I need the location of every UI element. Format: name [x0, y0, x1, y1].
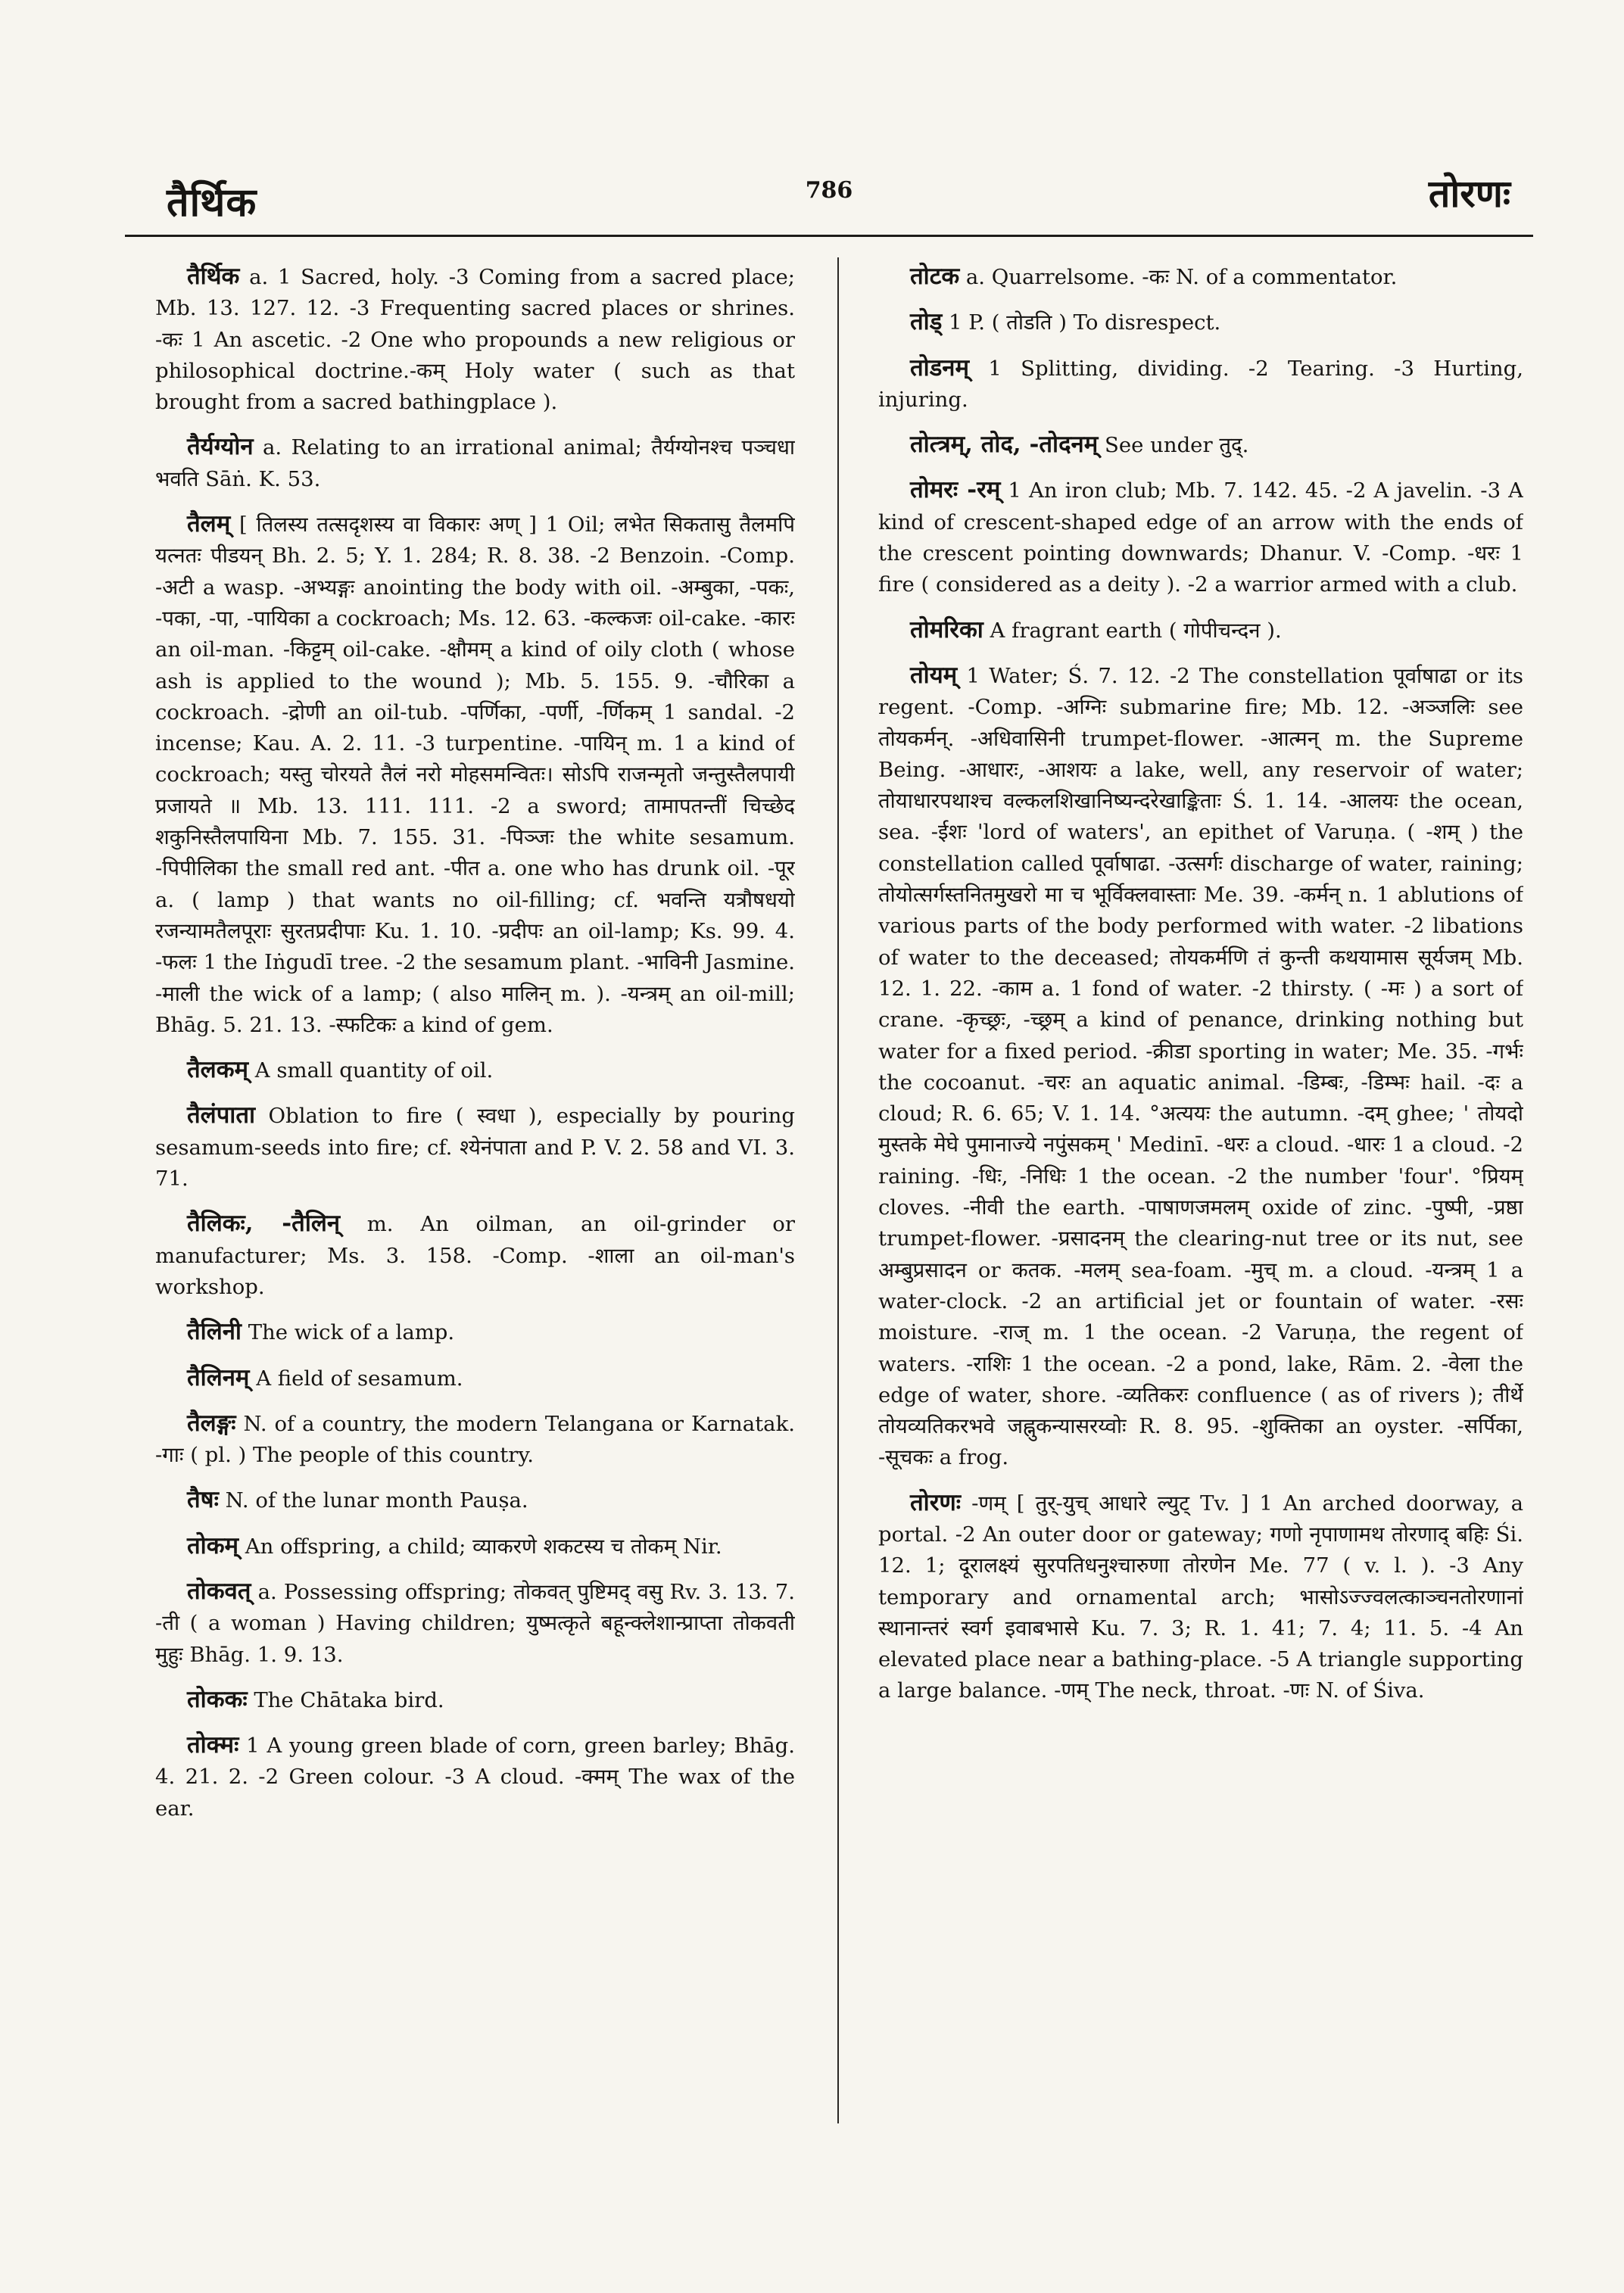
entry-definition: m. An oilman, an oil-grinder or manufacturer; Ms. 3. 158. -Comp. -शाला an oil-man's workshop.	[155, 1212, 795, 1299]
right-column	[878, 261, 1523, 2229]
entry-headword: तोकम्	[187, 1531, 239, 1559]
entry-headword: तोक्मः	[187, 1731, 239, 1759]
entry-definition: a. Quarrelsome. -कः N. of a commentator.	[959, 265, 1398, 289]
dictionary-entry	[878, 307, 1523, 338]
entry-headword: तोमरः -रम्	[910, 476, 1001, 504]
entry-definition: N. of the lunar month Pauṣa.	[218, 1488, 528, 1513]
entry-headword: तोमरिका	[910, 615, 983, 643]
entry-headword: तैलिकः, -तैलिन्	[187, 1210, 341, 1238]
entry-definition: Oblation to fire ( स्वधा ), especially by pouring sesamum-seeds into fire; cf. श्येनंपाता and P. V. 2. 58 and VI. 3. 71.	[155, 1104, 795, 1192]
entry-definition: A small quantity of oil.	[248, 1058, 494, 1083]
entry-definition: A field of sesamum.	[249, 1366, 463, 1391]
dictionary-entry	[155, 1485, 795, 1516]
page-header	[125, 151, 1533, 237]
running-headword-left: तैर्थिक	[167, 179, 257, 226]
dictionary-entry	[155, 509, 795, 1041]
dictionary-entry	[878, 261, 1523, 293]
entry-definition: [ तिलस्य तत्सदृशस्य वा विकारः अण् ] 1 Oil; लभेत सिकतासु तैलमपि यत्नतः पीडयन् Bh. 2. 5; Y. 1. 284; R. 8. 38. -2 Benzoin. -Comp. -अटी a wasp. -अभ्यङ्गः anointing the body with oil. -अम्बुका, -पकः, -पका, -पा, -पायिका a cockroach; Ms. 12. 63. -कल्कजः oil-cake. -कारः an oil-man. -किट्टम् oil-cake. -क्षौमम् a kind of oily cloth ( whose ash is applied to the wound ); Mb. 5. 155. 9. -चौरिका a cockroach. -द्रोणी an oil-tub. -पर्णिका, -पर्णी, -र्णिकम् 1 sandal. -2 incense; Kau. A. 2. 11. -3 turpentine. -पायिन् m. 1 a kind of cockroach; यस्तु चोरयते तैलं नरो मोहसमन्वितः। सोऽपि राजन्मृतो जन्तुस्तैलपायी प्रजायते ॥ Mb. 13. 111. 111. -2 a sword; तामापतन्तीं चिच्छेद शकुनिस्तैलपायिना Mb. 7. 155. 31. -पिञ्जः the white sesamum. -पिपीलिका the small red ant. -पीत a. one who has drunk oil. -पूर a. ( lamp ) that wants no oil-filling; cf. भवन्ति यत्रौषधयो रजन्यामतैलपूराः सुरतप्रदीपाः Ku. 1. 10. -प्रदीपः an oil-lamp; Ks. 99. 4. -फलः 1 the Iṅgudī tree. -2 the sesamum plant. -भाविनी Jasmine. -माली the wick of a lamp; ( also मालिन् m. ). -यन्त्रम् an oil-mill; Bhāg. 5. 21. 13. -स्फटिकः a kind of gem.	[155, 512, 795, 1037]
entry-definition: An offspring, a child; व्याकरणे शकटस्य च तोकम् Nir.	[238, 1534, 722, 1559]
entry-definition: 1 Splitting, dividing. -2 Tearing. -3 Hurting, injuring.	[878, 356, 1523, 412]
entry-definition: a. 1 Sacred, holy. -3 Coming from a sacred place; Mb. 13. 127. 12. -3 Frequenting sacred places or shrines. -कः 1 An ascetic. -2 One who propounds a new religious or philosophical doctrine.-कम् Holy water ( such as that brought from a sacred bathingplace ).	[155, 265, 795, 415]
entry-definition: The wick of a lamp.	[241, 1320, 455, 1345]
dictionary-entry	[878, 615, 1523, 646]
entry-headword: तैलङ्गः	[187, 1409, 236, 1437]
dictionary-entry	[155, 431, 795, 495]
dictionary-entry	[878, 353, 1523, 416]
entry-headword: तैलकम्	[187, 1056, 249, 1084]
entry-definition: -णम् [ तुर्-युच् आधारे ल्युट् Tv. ] 1 An arched doorway, a portal. -2 An outer door or gateway; गणो नृपाणामथ तोरणाद् बहिः Śi. 12. 1; दूरालक्ष्यं सुरपतिधनुश्चारुणा तोरणेन Me. 77 ( v. l. ). -3 Any temporary and ornamental arch; भासोऽज्ज्वलत्काञ्चनतोरणानां स्थानान्तरं स्वर्ग इवाबभासे Ku. 7. 3; R. 1. 41; 7. 4; 11. 5. -4 An elevated place near a bathing-place. -5 A triangle supporting a large balance. -णम् The neck, throat. -णः N. of Śiva.	[878, 1491, 1523, 1703]
entry-definition: 1 An iron club; Mb. 7. 142. 45. -2 A javelin. -3 A kind of crescent-shaped edge of an arrow with the ends of the crescent pointing downwards; Dhanur. V. -Comp. -धरः 1 fire ( considered as a deity ). -2 a warrior armed with a club.	[878, 478, 1523, 597]
entry-headword: तैलम्	[187, 510, 231, 538]
entry-headword: तोककः	[187, 1685, 248, 1713]
dictionary-entry	[155, 1576, 795, 1671]
entry-headword: तैर्थिक	[187, 263, 240, 290]
entry-headword: तोकवत्	[187, 1577, 251, 1605]
entry-definition: 1 A young green blade of corn, green barley; Bhāg. 4. 21. 2. -2 Green colour. -3 A cloud. -क्मम् The wax of the ear.	[155, 1734, 795, 1821]
dictionary-entry	[878, 660, 1523, 1474]
dictionary-entry	[155, 1100, 795, 1195]
dictionary-entry	[155, 1531, 795, 1562]
entry-definition: See under तुद्.	[1098, 433, 1249, 458]
entry-headword: तोत्त्रम्, तोद, -तोदनम्	[910, 431, 1099, 459]
entry-definition: a. Possessing offspring; तोकवत् पुष्टिमद् वसु Rv. 3. 13. 7. -ती ( a woman ) Having children; युष्मत्कृते बहून्क्लेशान्प्राप्ता तोकवती मुहुः Bhāg. 1. 9. 13.	[155, 1579, 795, 1667]
page-number: 786	[805, 177, 853, 204]
entry-definition: 1 Water; Ś. 7. 12. -2 The constellation पूर्वाषाढा or its regent. -Comp. -अग्निः submarine fire; Mb. 12. -अञ्जलिः see तोयकर्मन्. -अधिवासिनी trumpet-flower. -आत्मन् m. the Supreme Being. -आधारः, -आशयः a lake, well, any reservoir of water; तोयाधारपथाश्च वल्कलशिखानिष्यन्दरेखाङ्किताः Ś. 1. 14. -आलयः the ocean, sea. -ईशः 'lord of waters', an epithet of Varuṇa. ( -शम् ) the constellation called पूर्वाषाढा. -उत्सर्गः discharge of water, raining; तोयोत्सर्गस्तनितमुखरो मा च भूर्विक्लवास्ताः Me. 39. -कर्मन् n. 1 ablutions of various parts of the body performed with water. -2 libations of water to the deceased; तोयकर्मणि तं कुन्ती कथयामास सूर्यजम् Mb. 12. 1. 22. -काम a. 1 fond of water. -2 thirsty. ( -मः ) a sort of crane. -कृच्छ्रः, -च्छ्रम् a kind of penance, drinking nothing but water for a fixed period. -क्रीडा sporting in water; Me. 35. -गर्भः the cocoanut. -चरः an aquatic animal. -डिम्बः, -डिम्भः hail. -दः a cloud; R. 6. 65; V. 1. 14. °अत्ययः the autumn. -दम् ghee; ' तोयदो मुस्तके मेघे पुमानाज्ये नपुंसकम् ' Medinī. -धरः a cloud. -धारः 1 a cloud. -2 raining. -धिः, -निधिः 1 the ocean. -2 the number 'four'. °प्रियम् cloves. -नीवी the earth. -पाषाणजमलम् oxide of zinc. -पुष्पी, -प्रष्ठा trumpet-flower. -प्रसादनम् the clearing-nut tree or its nut, see अम्बुप्रसादन or कतक. -मलम् sea-foam. -मुच् m. a cloud. -यन्त्रम् 1 a water-clock. -2 an artificial jet or fountain of water. -रसः moisture. -राज् m. 1 the ocean. -2 Varuṇa, the regent of waters. -राशिः 1 the ocean. -2 a pond, lake, Rām. 2. -वेला the edge of water, shore. -व्यतिकरः confluence ( as of rivers ); तीर्थे तोयव्यतिकरभवे जह्नुकन्यासरय्वोः R. 8. 95. -शुक्तिका an oyster. -सर्पिका, -सूचकः a frog.	[878, 663, 1523, 1470]
dictionary-entry	[155, 261, 795, 418]
dictionary-entry	[155, 1363, 795, 1394]
dictionary-entry	[878, 1488, 1523, 1707]
entry-headword: तोडनम्	[910, 354, 970, 382]
dictionary-entry	[878, 475, 1523, 600]
entry-definition: The Chātaka bird.	[247, 1687, 444, 1712]
dictionary-entry	[878, 429, 1523, 461]
entry-headword: तोयम्	[910, 661, 958, 689]
entry-definition: a. Relating to an irrational animal; तैर्यग्योनश्च पञ्चधा भवति Sāṅ. K. 53.	[155, 435, 795, 491]
entry-headword: तैषः	[187, 1486, 219, 1514]
dictionary-entry	[155, 1730, 795, 1824]
left-column	[155, 261, 795, 2229]
dictionary-entry	[155, 1208, 795, 1303]
entry-headword: तोड्	[910, 308, 943, 336]
dictionary-entry	[155, 1316, 795, 1348]
dictionary-entry	[155, 1408, 795, 1472]
entry-headword: तैलिनम्	[187, 1363, 250, 1391]
entry-definition: A fragrant earth ( गोपीचन्दन ).	[983, 618, 1282, 643]
entry-definition: N. of a country, the modern Telangana or Karnatak. -गाः ( pl. ) The people of this country.	[155, 1411, 795, 1468]
entry-headword: तोरणः	[910, 1488, 962, 1516]
running-headword-right: तोरणः	[1428, 171, 1510, 216]
entry-headword: तोटक	[910, 263, 960, 290]
entry-headword: तैलिनी	[187, 1318, 242, 1346]
dictionary-entry	[155, 1055, 795, 1086]
dictionary-entry	[155, 1684, 795, 1716]
entry-definition: 1 P. ( तोडति ) To disrespect.	[942, 310, 1221, 335]
entry-headword: तैलंपाता	[187, 1101, 256, 1129]
column-divider	[837, 257, 839, 2123]
entry-headword: तैर्यग्योन	[187, 433, 254, 461]
